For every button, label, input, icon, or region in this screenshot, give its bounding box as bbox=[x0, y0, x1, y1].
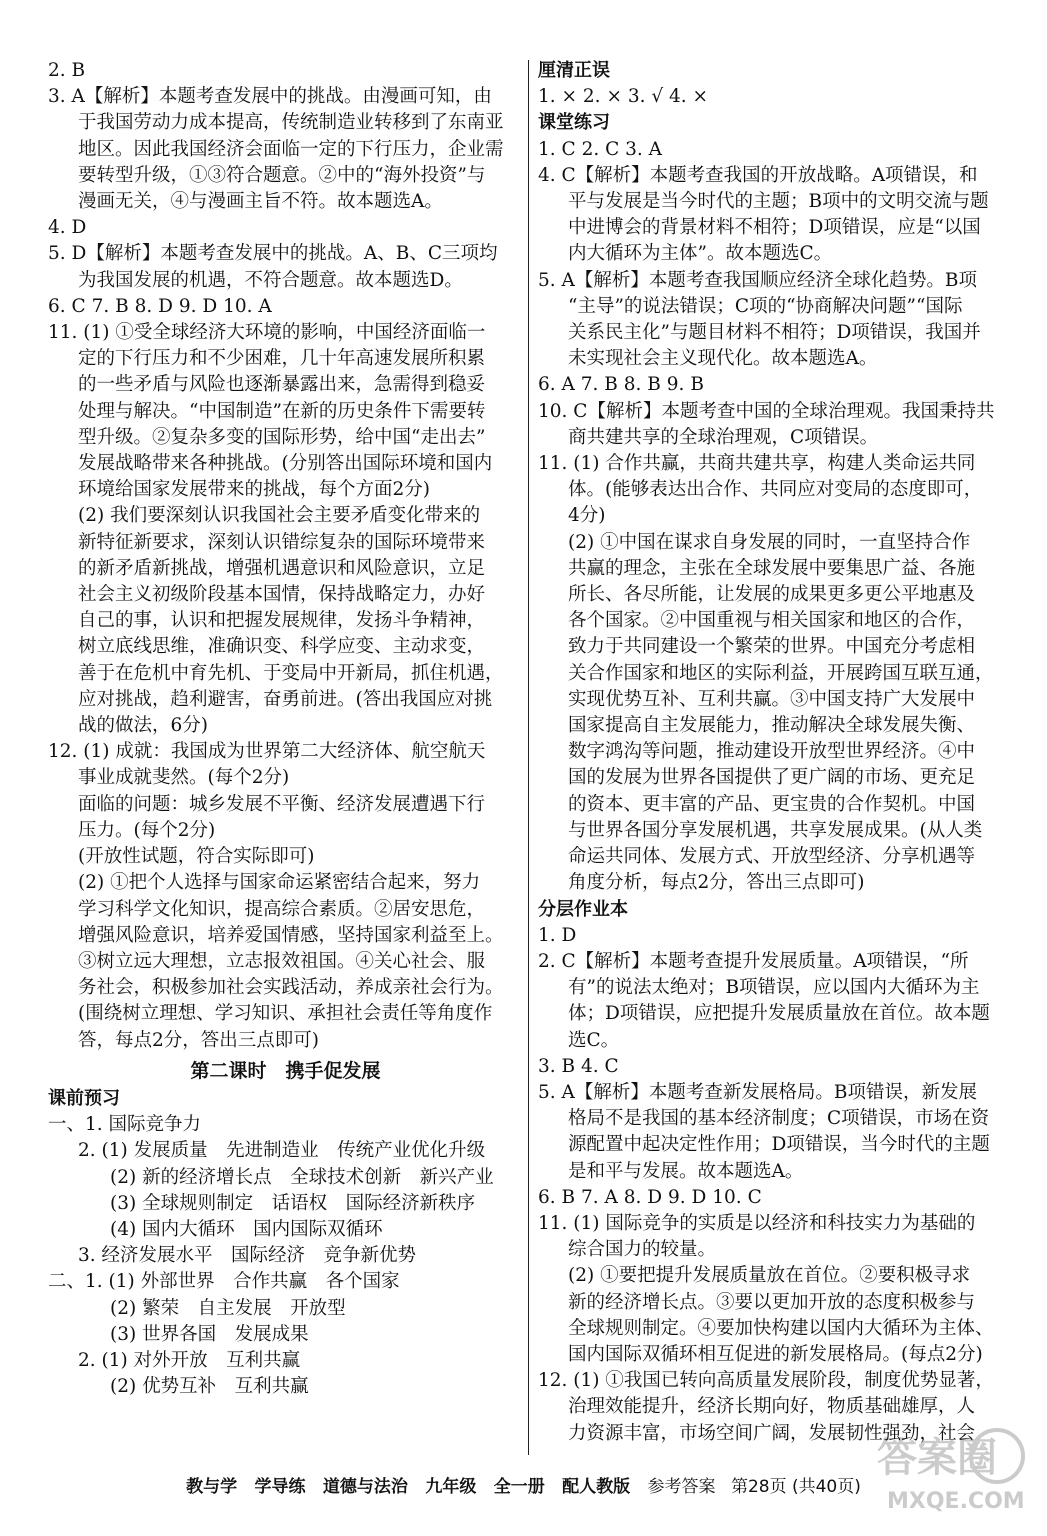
answer-line: 新特征新要求，深刻认识错综复杂的国际环境带来 bbox=[78, 531, 486, 553]
answer-line: 一、1. 国际竞争力 bbox=[48, 1114, 202, 1136]
answer-line: 实现优势互补、互利共赢。③中国支持广大发展中 bbox=[568, 688, 976, 710]
footer-grade: 九年级 bbox=[425, 1477, 477, 1497]
answer-line: 答，每点2分，答出三点即可) bbox=[78, 1029, 319, 1051]
answer-line: 的资本、更丰富的产品、更宝贵的合作契机。中国 bbox=[568, 793, 976, 815]
answer-line: (开放性试题，符合实际即可) bbox=[78, 846, 315, 868]
answer-line: 各个国家。②中国重视与相关国家和地区的合作， bbox=[568, 610, 976, 632]
answer-line: 5. D【解析】本题考查发展中的挑战。A、B、C三项均 bbox=[48, 243, 498, 265]
answer-line: 全球规则制定。④要加快构建以国内大循环为主体、 bbox=[568, 1317, 994, 1339]
right-column bbox=[538, 58, 1008, 1447]
answer-line: 治理效能提升，经济长期向好，物质基础雄厚，人 bbox=[568, 1396, 976, 1418]
answer-line: 国的发展为世界各国提供了更广阔的市场、更充足 bbox=[568, 767, 976, 789]
answer-line: 11. (1) 国际竞争的实质是以经济和科技实力为基础的 bbox=[538, 1212, 976, 1234]
answer-line: 共赢的理念，主张在全球发展中要集思广益、各施 bbox=[568, 557, 976, 579]
answer-line: 6. A 7. B 8. B 9. B bbox=[538, 374, 704, 396]
answer-line: 为我国发展的机遇，不符合题意。故本题选D。 bbox=[78, 269, 463, 291]
answer-line: (2) 新的经济增长点 全球技术创新 新兴产业 bbox=[110, 1166, 494, 1188]
answer-line: 新的经济增长点。③要以更加开放的态度积极参与 bbox=[568, 1291, 976, 1313]
answer-line: 1. × 2. × 3. √ 4. × bbox=[538, 86, 709, 108]
answer-line: 国内国际双循环相互促进的新发展格局。(每点2分) bbox=[568, 1343, 983, 1365]
answer-line: 1. D bbox=[538, 924, 577, 946]
answer-line: ③树立远大理想，立志报效祖国。④关心社会、服 bbox=[78, 950, 486, 972]
answer-line: 11. (1) ①受全球经济大环境的影响，中国经济面临一 bbox=[48, 322, 486, 344]
answer-line: 关系民主化”与题目材料不相符；D项错误，我国并 bbox=[568, 322, 981, 344]
section-heading: 课前预习 bbox=[48, 1087, 120, 1109]
answer-line: 4. D bbox=[48, 217, 87, 239]
answer-line: 增强风险意识，培养爱国情感，坚持国家利益至上。 bbox=[78, 924, 504, 946]
watermark-text: 答案圈 bbox=[877, 1435, 997, 1481]
answer-line: (围绕树立理想、学习知识、承担社会责任等角度作 bbox=[78, 1003, 493, 1025]
answer-line: 未实现社会主义现代化。故本题选A。 bbox=[568, 348, 878, 370]
answer-line: 体。(能够表达出合作、共同应对变局的态度即可， bbox=[568, 479, 983, 501]
answer-line: 二、1. (1) 外部世界 合作共赢 各个国家 bbox=[48, 1271, 400, 1293]
answer-line: (2) ①中国在谋求自身发展的同时，一直坚持合作 bbox=[568, 531, 971, 553]
answer-line: 6. C 7. B 8. D 9. D 10. A bbox=[48, 295, 272, 317]
answer-line: 压力。(每个2分) bbox=[78, 819, 216, 841]
answer-line: 于我国劳动力成本提高，传统制造业转移到了东南亚 bbox=[78, 112, 504, 134]
left-column bbox=[48, 58, 523, 1400]
answer-line: 的一些矛盾与风险也逐渐暴露出来，急需得到稳妥 bbox=[78, 374, 486, 396]
footer-edition: 配人教版 bbox=[562, 1477, 631, 1497]
answer-line: (2) 我们要深刻认识我国社会主要矛盾变化带来的 bbox=[78, 505, 481, 527]
answer-line: 有”的说法太绝对；B项错误，应以国内大循环为主 bbox=[568, 977, 980, 999]
section-heading: 课堂练习 bbox=[538, 112, 610, 134]
answer-line: 中进博会的背景材料不相符；D项错误，应是“以国 bbox=[568, 217, 981, 239]
answer-line: 型升级。②复杂多变的国际形势，给中国“走出去” bbox=[78, 426, 486, 448]
answer-line: 学习科学文化知识，提高综合素质。②居安思危， bbox=[78, 898, 486, 920]
answer-line: 定的下行压力和不少困难，几十年高速发展所积累 bbox=[78, 348, 486, 370]
answer-line: 4分) bbox=[568, 505, 606, 527]
section-heading: 分层作业本 bbox=[538, 898, 628, 920]
answer-line: 善于在危机中育先机、于变局中开新局，抓住机遇， bbox=[78, 662, 504, 684]
answer-line: 2. (1) 发展质量 先进制造业 传统产业优化升级 bbox=[78, 1140, 486, 1162]
answer-line: 数字鸿沟等问题，推动建设开放型世界经济。④中 bbox=[568, 741, 976, 763]
answer-line: 地区。因此我国经济会面临一定的下行压力，企业需 bbox=[78, 138, 504, 160]
answer-line: 国家提高自主发展能力，推动解决全球发展失衡、 bbox=[568, 715, 976, 737]
footer-page-number: 第28页 (共40页) bbox=[730, 1477, 861, 1497]
answer-line: (2) ①要把提升发展质量放在首位。②要积极寻求 bbox=[568, 1265, 971, 1287]
answer-line: 体；D项错误，应把提升发展质量放在首位。故本题 bbox=[568, 1003, 990, 1025]
answer-line: (2) 优势互补 互利共赢 bbox=[110, 1376, 309, 1398]
answer-line: 3. A【解析】本题考查发展中的挑战。由漫画可知，由 bbox=[48, 86, 492, 108]
answer-line: 社会主义初级阶段基本国情，保持战略定力，办好 bbox=[78, 584, 486, 606]
answer-line: 树立底线思维，准确识变、科学应变、主动求变， bbox=[78, 636, 486, 658]
answer-line: (2) ①把个人选择与国家命运紧密结合起来，努力 bbox=[78, 872, 481, 894]
answer-line: 漫画无关，④与漫画主旨不符。故本题选A。 bbox=[78, 191, 443, 213]
answer-line: 2. B bbox=[48, 60, 86, 81]
answer-line: 12. (1) ①我国已转向高质量发展阶段，制度优势显著， bbox=[538, 1370, 994, 1392]
answer-line: 综合国力的较量。 bbox=[568, 1239, 717, 1261]
answer-line: 格局不是我国的基本经济制度；C项错误，市场在资 bbox=[568, 1108, 990, 1130]
answer-line: 发展战略带来各种挑战。(分别答出国际环境和国内 bbox=[78, 453, 493, 475]
footer-series: 学导练 bbox=[254, 1477, 306, 1497]
answer-line: 角度分析，每点2分，答出三点即可) bbox=[568, 872, 865, 894]
answer-line: 面临的问题：城乡发展不平衡、经济发展遭遇下行 bbox=[78, 793, 486, 815]
answer-line: 商共建共享的全球治理观，C项错误。 bbox=[568, 426, 879, 448]
answer-line: 3. 经济发展水平 国际经济 竞争新优势 bbox=[78, 1245, 417, 1267]
footer-subject: 道德与法治 bbox=[322, 1477, 408, 1497]
answer-line: 内大循环为主体”。故本题选C。 bbox=[568, 243, 833, 265]
answer-line: 2. C【解析】本题考查提升发展质量。A项错误，“所 bbox=[538, 950, 969, 972]
column-divider bbox=[528, 60, 529, 1455]
answer-line: 命运共同体、发展方式、开放型经济、分享机遇等 bbox=[568, 846, 976, 868]
answer-line: 力资源丰富，市场空间广阔，发展韧性强劲，社会 bbox=[568, 1422, 976, 1444]
answer-line: 关合作国家和地区的实际利益，开展跨国互联互通， bbox=[568, 662, 994, 684]
answer-line: 1. C 2. C 3. A bbox=[538, 138, 663, 160]
footer-volume: 全一册 bbox=[493, 1477, 545, 1497]
answer-line: 处理与解决。“中国制造”在新的历史条件下需要转 bbox=[78, 400, 486, 422]
answer-line: 自己的事，认识和把握发展规律，发扬斗争精神， bbox=[78, 610, 486, 632]
answer-line: 11. (1) 合作共赢，共商共建共享，构建人类命运共同 bbox=[538, 453, 976, 475]
answer-line: 3. B 4. C bbox=[538, 1055, 619, 1077]
answer-line: 5. A【解析】本题考查新发展格局。B项错误，新发展 bbox=[538, 1081, 977, 1103]
answer-line: (2) 繁荣 自主发展 开放型 bbox=[110, 1297, 346, 1319]
answer-line: 致力于共同建设一个繁荣的世界。中国充分考虑相 bbox=[568, 636, 976, 658]
answer-line: 的新矛盾新挑战，增强机遇意识和风险意识，立足 bbox=[78, 557, 486, 579]
answer-line: 务社会，积极参加社会实践活动，养成亲社会行为。 bbox=[78, 977, 504, 999]
answer-line: (4) 国内大循环 国内国际双循环 bbox=[110, 1218, 383, 1240]
answer-line: 选C。 bbox=[568, 1029, 620, 1051]
answer-line: 5. A【解析】本题考查我国顺应经济全球化趋势。B项 bbox=[538, 269, 977, 291]
answer-line: 6. B 7. A 8. D 9. D 10. C bbox=[538, 1186, 762, 1208]
answer-line: 是和平与发展。故本题选A。 bbox=[568, 1160, 804, 1182]
footer-section: 参考答案 bbox=[647, 1477, 716, 1497]
watermark-url: MXQE.COM bbox=[887, 1489, 1025, 1514]
answer-line: (3) 世界各国 发展成果 bbox=[110, 1323, 309, 1345]
answer-line: 环境给国家发展带来的挑战，每个方面2分) bbox=[78, 479, 430, 501]
answer-line: 12. (1) 成就：我国成为世界第二大经济体、航空航天 bbox=[48, 741, 486, 763]
watermark-logo bbox=[877, 1416, 1027, 1516]
answer-line: 4. C【解析】本题考查我国的开放战略。A项错误，和 bbox=[538, 164, 978, 186]
answer-line: “主导”的说法错误；C项的“协商解决问题”“国际 bbox=[568, 295, 963, 317]
answer-line: 所长、各尽所能，让发展的成果更多更公平地惠及 bbox=[568, 584, 976, 606]
answer-line: 应对挑战，趋利避害，奋勇前进。(答出我国应对挑 bbox=[78, 688, 493, 710]
answer-line: 源配置中起决定性作用；D项错误，当今时代的主题 bbox=[568, 1134, 990, 1156]
answer-line: 10. C【解析】本题考查中国的全球治理观。我国秉持共 bbox=[538, 400, 995, 422]
footer-book: 教与学 bbox=[186, 1477, 238, 1497]
answer-line: 事业成就斐然。(每个2分) bbox=[78, 767, 290, 789]
answer-line: (3) 全球规则制定 话语权 国际经济新秩序 bbox=[110, 1192, 476, 1214]
answer-line: 与世界各国分享发展机遇，共享发展成果。(从人类 bbox=[568, 819, 983, 841]
answer-line: 平与发展是当今时代的主题；B项中的文明交流与题 bbox=[568, 191, 989, 213]
answer-line: 要转型升级，①③符合题意。②中的“海外投资”与 bbox=[78, 164, 486, 186]
section-heading: 厘清正误 bbox=[538, 60, 610, 81]
answer-line: 2. (1) 对外开放 互利共赢 bbox=[78, 1349, 301, 1371]
lesson-title: 第二课时 携手促发展 bbox=[190, 1059, 381, 1082]
answer-line: 战的做法，6分) bbox=[78, 715, 208, 737]
